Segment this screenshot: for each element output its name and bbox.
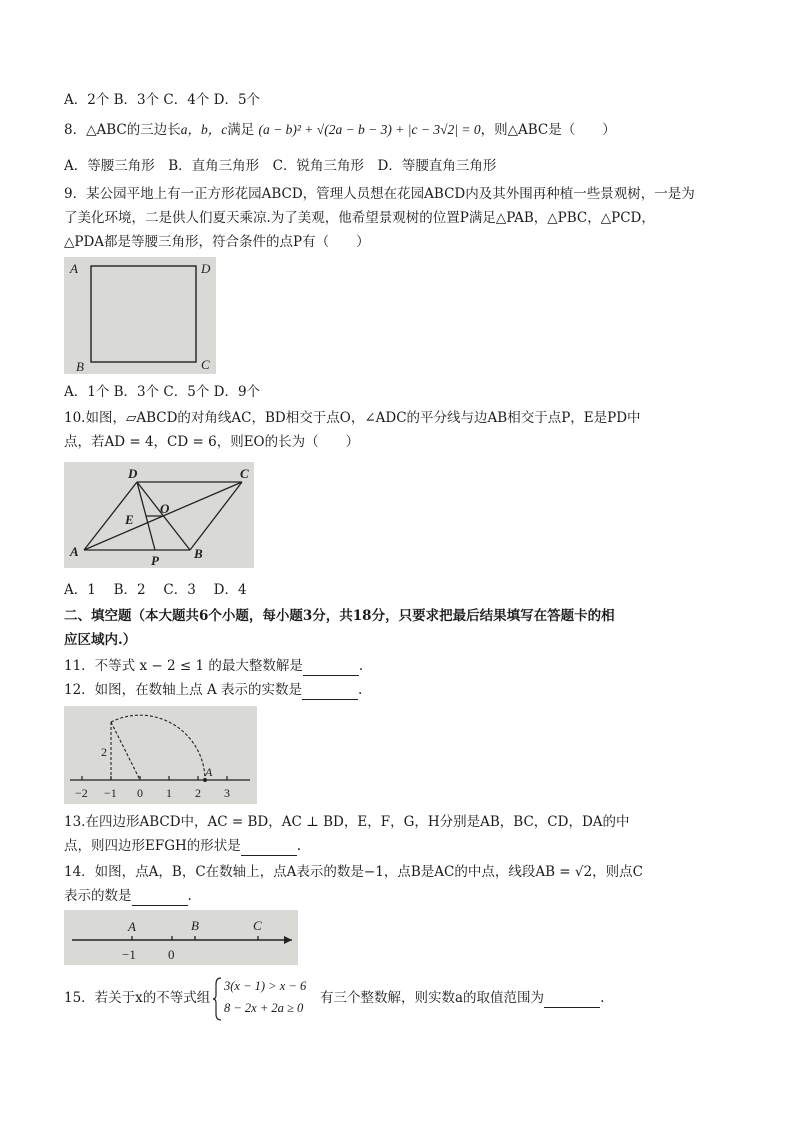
section2-heading-line1: 二、填空题（本大题共6个小题，每小题3分，共18分，只要求把最后结果填写在答题卡的相	[64, 608, 615, 624]
q15-inequality-1: 3(x − 1) > x − 6	[224, 979, 307, 993]
q14-answer-blank[interactable]	[132, 891, 188, 906]
q12	[64, 680, 362, 700]
q14-tick-label: −1	[122, 947, 136, 962]
q15-post-line	[320, 988, 604, 1008]
q12-text: 12．如图，在数轴上点 A 表示的实数是	[64, 682, 303, 698]
q14-label-a: A	[128, 919, 136, 934]
q10-label-o: O	[160, 501, 170, 516]
q9-label-d: D	[201, 261, 211, 276]
q15-end: .	[600, 990, 605, 1006]
q7-options: A．2个 B．3个 C．4个 D．5个	[64, 92, 261, 108]
q12-arc	[111, 715, 205, 780]
q13-line2	[64, 836, 301, 856]
q13-line1: 13.在四边形ABCD中，AC = BD，AC ⊥ BD，E，F，G，H分别是AB，BC，CD，DA的中	[64, 814, 630, 830]
q12-tick-label: 3	[224, 786, 230, 800]
q12-tick-label: 0	[137, 786, 143, 800]
q14-line1: 14．如图，点A，B，C在数轴上，点A表示的数是−1，点B是AC的中点，线段AB = √2，则点C	[64, 864, 643, 880]
q14-line2-text: 表示的数是	[64, 888, 132, 904]
q15-system	[213, 976, 323, 1022]
q8-pre: △ABC的三边长	[86, 122, 181, 138]
q9-label-b: B	[76, 359, 84, 374]
q10-diag-bd	[137, 482, 190, 550]
q10-label-d: D	[128, 466, 138, 481]
q12-tick-label: 2	[195, 786, 201, 800]
q8-post: ，则△ABC是（ ）	[480, 122, 616, 138]
q12-answer-blank[interactable]	[302, 685, 358, 700]
q15-pre: 15．若关于x的不等式组	[64, 990, 211, 1006]
q13-answer-blank[interactable]	[241, 841, 297, 856]
q8-mid: 满足	[227, 122, 255, 138]
q9-square	[91, 266, 196, 362]
q9-figure	[64, 257, 216, 374]
q14-label-c: C	[253, 918, 262, 933]
q8-vars: a，b，c	[180, 122, 228, 137]
q15-post: 有三个整数解，则实数a的取值范围为	[320, 990, 545, 1006]
q12-figure	[64, 706, 257, 804]
q10-line2: 点，若AD = 4，CD = 6，则EO的长为（ ）	[64, 434, 360, 450]
q15-answer-blank[interactable]	[544, 993, 600, 1008]
q12-hypotenuse	[111, 722, 140, 780]
q14-figure	[64, 910, 298, 965]
q10-line1: 10.如图，▱ABCD的对角线AC，BD相交于点O，∠ADC的平分线与边AB相交于点P，E是PD中	[64, 410, 641, 426]
section2-heading-line2: 应区域内.）	[64, 632, 137, 648]
q12-label-a: A	[205, 765, 213, 779]
q11-text: 11．不等式 x − 2 ≤ 1 的最大整数解是	[64, 658, 303, 674]
q13-line2-text: 点，则四边形EFGH的形状是	[64, 838, 241, 854]
q14-end: .	[187, 888, 192, 904]
q8-stem	[64, 120, 616, 140]
q9-options: A．1个 B．3个 C．5个 D．9个	[64, 384, 261, 400]
q8-options: A．等腰三角形 B．直角三角形 C．锐角三角形 D．等腰直角三角形	[64, 158, 497, 174]
q9-line1: 9．某公园平地上有一正方形花园ABCD，管理人员想在花园ABCD内及其外围再种植一些景观树，一是为	[64, 186, 695, 202]
q14-line2	[64, 886, 192, 906]
q10-side-cb	[190, 482, 242, 550]
q12-tick-label: 1	[166, 786, 172, 800]
q9-line2: 了美化环境，二是供人们夏天乘凉.为了美观，他希望景观树的位置P满足△PAB，△PBC，△PCD，	[64, 210, 655, 226]
q8-formula: (a − b)² + √(2a − b − 3) + |c − 3√2| = 0	[258, 122, 481, 137]
q15-inequality-2: 8 − 2x + 2a ≥ 0	[224, 1001, 304, 1015]
q12-tick-label: −2	[75, 786, 88, 800]
q8-number: 8．	[64, 122, 87, 138]
q15-brace-icon	[213, 977, 223, 1021]
q13-end: .	[296, 838, 302, 854]
q14-tick-label: 0	[168, 947, 175, 962]
q12-label-2: 2	[101, 745, 107, 759]
q10-figure	[64, 462, 254, 568]
q10-label-p: P	[151, 553, 159, 568]
q12-tick-label: −1	[104, 786, 117, 800]
q14-label-b: B	[191, 918, 199, 933]
q14-arrow-head	[284, 936, 292, 944]
q11	[64, 656, 363, 676]
q9-line3: △PDA都是等腰三角形，符合条件的点P有（ ）	[64, 234, 370, 250]
q12-end: .	[358, 682, 363, 698]
q9-label-a: A	[70, 261, 78, 276]
q9-label-c: C	[201, 357, 210, 372]
q10-label-e: E	[125, 512, 134, 527]
q10-label-c: C	[240, 466, 249, 481]
q11-end: .	[358, 658, 364, 674]
q10-options: A．1 B．2 C．3 D．4	[64, 582, 247, 598]
q10-label-b: B	[194, 546, 203, 561]
q10-label-a: A	[70, 544, 79, 559]
q11-answer-blank[interactable]	[303, 661, 359, 676]
